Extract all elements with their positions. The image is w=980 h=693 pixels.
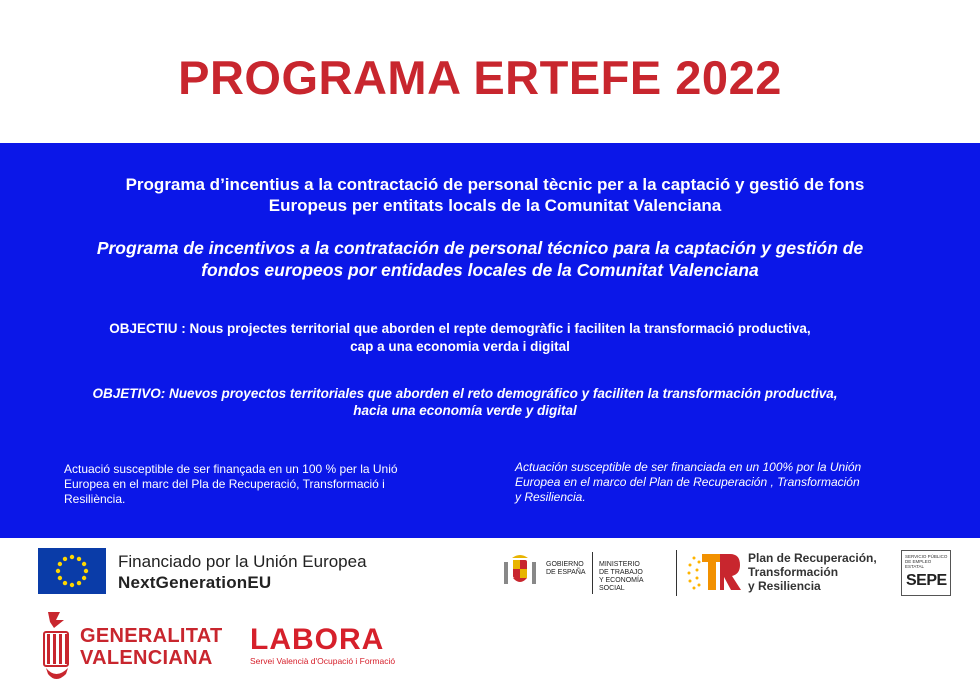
note-ca-line3: Resiliència. <box>64 492 126 506</box>
objective-ca-line2: cap a una economia verda i digital <box>350 339 570 354</box>
sepe-logo <box>901 550 951 596</box>
sepe-title: SEPE <box>906 572 947 589</box>
sepe-small-line2: DE EMPLEO ESTATAL <box>905 559 932 569</box>
eu-flag-icon <box>38 548 106 594</box>
eu-line2: NextGenerationEU <box>118 573 272 592</box>
objective-es-line2: hacia una economía verde y digital <box>353 403 577 418</box>
objective-ca-line1: OBJECTIU : Nous projectes territorial que aborden el repte demogràfic i faciliten la transformació productiva, <box>109 321 811 336</box>
funding-note-es <box>515 460 905 505</box>
program-description-es <box>20 237 940 281</box>
program-es-line1: Programa de incentivos a la contratación de personal técnico para la captación y gestión de <box>96 238 864 258</box>
sepe-subtitle <box>905 554 949 569</box>
ministerio-line1: MINISTERIO <box>599 561 640 568</box>
eu-funding-label <box>118 551 367 593</box>
page-title: PROGRAMA ERTEFE 2022 <box>178 51 782 104</box>
objective-es <box>30 385 900 419</box>
ministerio-text <box>599 561 670 593</box>
recovery-plan-label <box>748 551 877 593</box>
note-es-line1: Actuación susceptible de ser financiada en un 100% por la Unión <box>515 460 862 474</box>
objective-es-line1: OBJETIVO: Nuevos proyectos territoriales que aborden el reto demográfico y faciliten la transformación productiva, <box>92 386 838 401</box>
program-es-line2: fondos europeos por entidades locales de la Comunitat Valenciana <box>201 260 759 280</box>
gobierno-logo <box>500 552 670 594</box>
ministerio-line2: DE TRABAJO <box>599 569 643 576</box>
program-ca-line1: Programa d’incentius a la contractació de personal tècnic per a la captació y gestió de fons <box>125 175 865 194</box>
eu-line1: Financiado por la Unión Europea <box>118 552 367 571</box>
note-es-line2: Europea en el marco del Plan de Recuperación , Transformación <box>515 475 860 489</box>
objective-ca <box>40 320 880 356</box>
labora-title: LABORA <box>250 623 385 656</box>
plan-line1: Plan de Recuperación, <box>748 551 877 565</box>
note-es-line3: y Resiliencia. <box>515 490 586 504</box>
recovery-plan-icon <box>686 550 742 594</box>
gobierno-line1: GOBIERNO <box>546 561 584 568</box>
gv-line1: GENERALITAT <box>80 625 223 647</box>
divider <box>676 550 677 596</box>
gv-line2: VALENCIANA <box>80 647 213 669</box>
plan-line2: Transformación <box>748 565 839 579</box>
ministerio-line3: Y ECONOMÍA SOCIAL <box>599 577 644 592</box>
info-panel <box>0 143 980 538</box>
gobierno-line2: DE ESPAÑA <box>546 569 586 576</box>
generalitat-label <box>80 625 223 669</box>
divider <box>592 552 593 594</box>
plan-line3: y Resiliencia <box>748 579 821 593</box>
labora-subtitle: Servei Valencià d'Ocupació i Formació <box>250 656 396 666</box>
program-description-ca <box>40 174 950 216</box>
funding-note-ca <box>64 462 464 507</box>
generalitat-emblem-icon <box>40 610 74 682</box>
spain-coat-of-arms-icon <box>500 552 540 592</box>
note-ca-line1: Actuació susceptible de ser finançada en un 100 % per la Unió <box>64 462 398 476</box>
program-ca-line2: Europeus per entitats locals de la Comunitat Valenciana <box>268 196 722 215</box>
note-ca-line2: Europea en el marc del Pla de Recuperació, Transformació i <box>64 477 385 491</box>
sepe-small-line1: SERVICIO PÚBLICO <box>905 554 948 559</box>
labora-logo <box>250 625 395 667</box>
gobierno-text <box>546 561 586 577</box>
